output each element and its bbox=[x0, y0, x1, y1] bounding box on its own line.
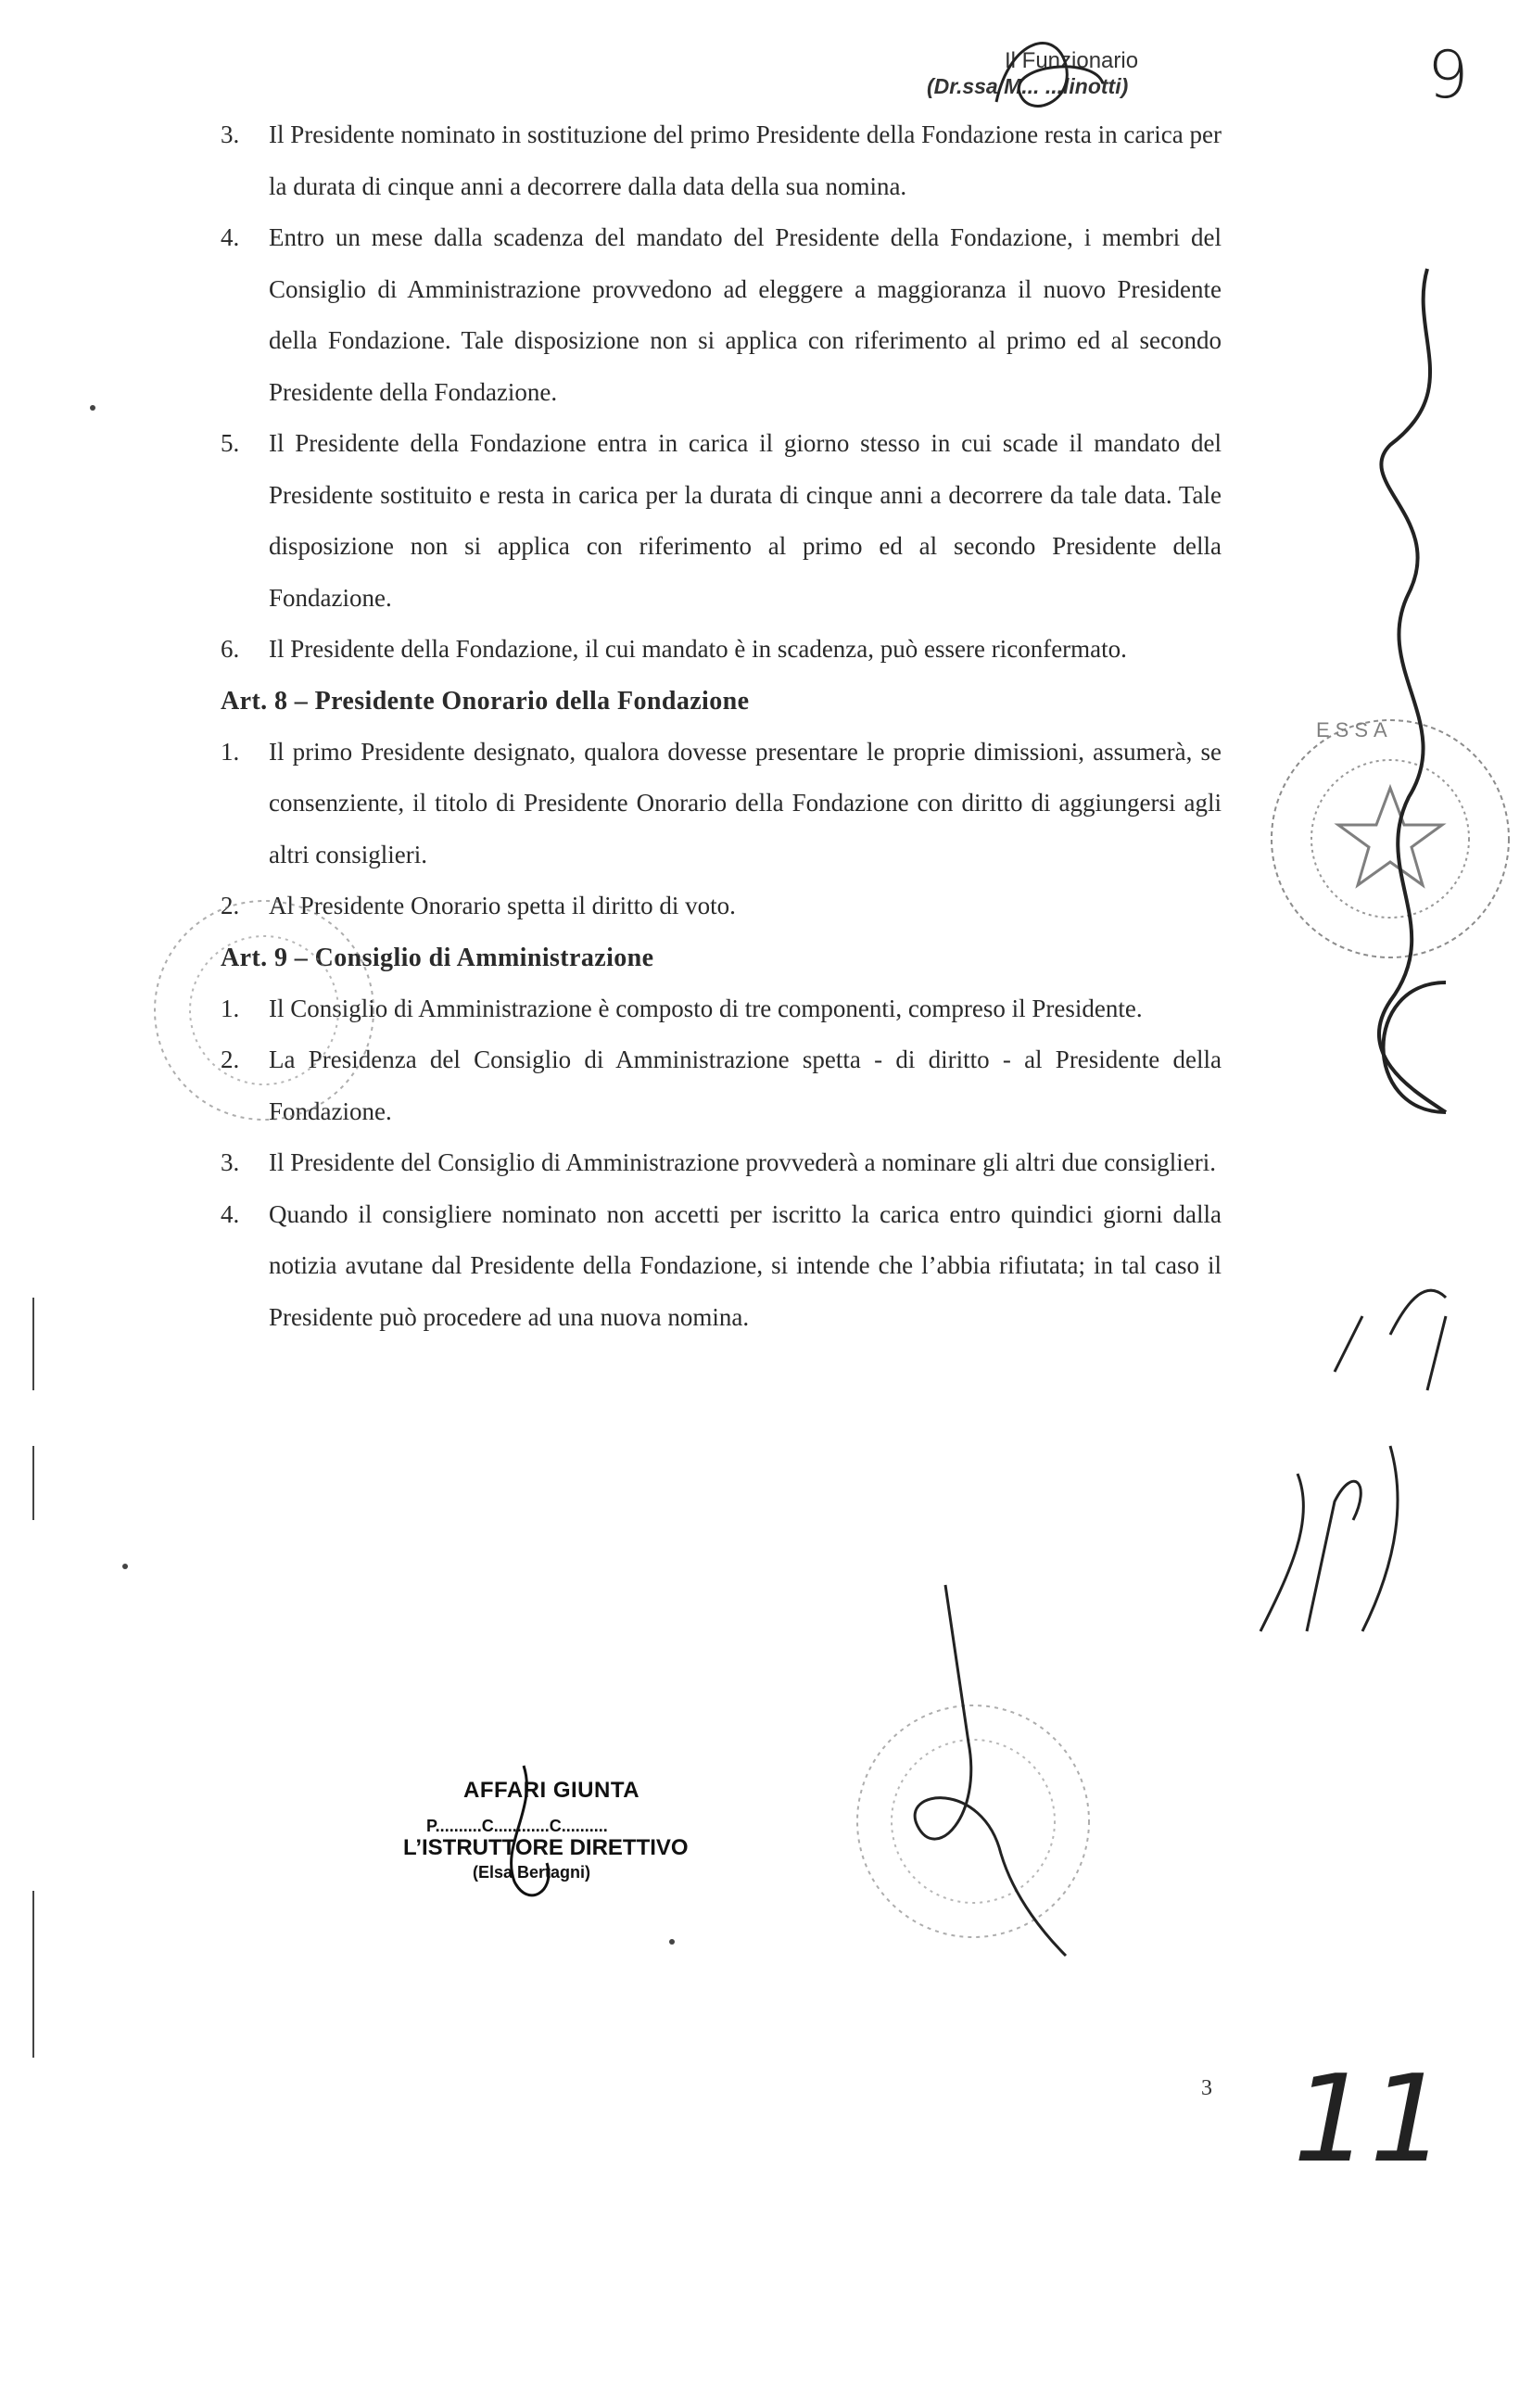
item-number: 6. bbox=[221, 635, 240, 663]
list-item bbox=[221, 418, 1222, 624]
right-margin-loop bbox=[1384, 982, 1447, 1112]
list-item bbox=[221, 624, 1222, 676]
handwritten-page-mark-top: 9 bbox=[1427, 37, 1469, 113]
article-7-continued bbox=[221, 109, 1222, 676]
item-text: Il Presidente della Fondazione entra in carica il giorno stesso in cui scade il mandato del Presidente sostituito e resta in carica per la durata di cinque anni a decorrere da tale data. Tale disposizione non si applica con riferimento al primo ed al secondo Presidente della Fondazione. bbox=[269, 429, 1222, 612]
office-stamp-name: (Elsa Bertagni) bbox=[473, 1863, 591, 1882]
item-text: Quando il consigliere nominato non accetti per iscritto la carica entro quindici giorni dalla notizia avutane dal Presidente della Fondazione, si intende che l’abbia rifiutata; in tal caso il Presidente può procedere ad una nuova nomina. bbox=[269, 1199, 1222, 1331]
seal-text-right: ESSA bbox=[1316, 718, 1393, 741]
official-name: (Dr.ssa M... ...linotti) bbox=[927, 74, 1129, 98]
scan-dot bbox=[122, 1564, 128, 1569]
right-margin-signature bbox=[1379, 269, 1446, 1112]
page-number: 3 bbox=[1201, 2076, 1212, 2100]
item-number: 4. bbox=[221, 223, 240, 251]
bottom-round-seal bbox=[857, 1705, 1089, 1937]
item-text: Il primo Presidente designato, qualora dovesse presentare le proprie dimissioni, assumerà, se consenziente, il titolo di Presidente Onorario della Fondazione con diritto di aggiungersi agli altri consiglieri. bbox=[269, 737, 1222, 868]
item-number: 1. bbox=[221, 737, 240, 766]
official-title: Il Funzionario bbox=[1005, 48, 1139, 73]
scan-dot bbox=[90, 405, 95, 411]
bottom-signature bbox=[915, 1585, 1066, 1956]
item-number: 3. bbox=[221, 1148, 240, 1176]
item-number: 4. bbox=[221, 1199, 240, 1228]
office-stamp-pc-line: P..........C............C.......... bbox=[426, 1817, 608, 1835]
item-text: Il Presidente del Consiglio di Amministrazione provvederà a nominare gli altri due consiglieri. bbox=[269, 1148, 1217, 1176]
article-9 bbox=[221, 983, 1222, 1344]
list-item bbox=[221, 1137, 1222, 1189]
item-number: 5. bbox=[221, 429, 240, 457]
item-text: Il Presidente della Fondazione, il cui mandato è in scadenza, può essere riconfermato. bbox=[269, 635, 1127, 663]
list-item bbox=[221, 881, 1222, 932]
office-stamp-department: AFFARI GIUNTA bbox=[463, 1778, 640, 1803]
article-8 bbox=[221, 727, 1222, 932]
article-8-heading bbox=[221, 676, 1222, 727]
list-item bbox=[221, 109, 1222, 212]
list-item bbox=[221, 1189, 1222, 1344]
article-9-heading bbox=[221, 932, 1222, 983]
item-number: 2. bbox=[221, 892, 240, 919]
item-number: 1. bbox=[221, 994, 240, 1022]
list-item bbox=[221, 1034, 1222, 1137]
right-round-seal bbox=[1272, 718, 1509, 957]
office-stamp bbox=[394, 1778, 700, 1898]
article-8-title: Presidente Onorario della Fondazione bbox=[314, 686, 750, 716]
list-item bbox=[221, 727, 1222, 881]
article-9-title: Consiglio di Amministrazione bbox=[314, 943, 654, 972]
list-item bbox=[221, 983, 1222, 1035]
main-text bbox=[221, 109, 1222, 1343]
list-item bbox=[221, 212, 1222, 418]
item-text: Il Presidente nominato in sostituzione del primo Presidente della Fondazione resta in carica per la durata di cinque anni a decorrere dalla data della sua nomina. bbox=[269, 120, 1222, 200]
item-text: Entro un mese dalla scadenza del mandato del Presidente della Fondazione, i membri del Consiglio di Amministrazione provvedono ad eleggere a maggioranza il nuovo Presidente della Fondazione. Tale disposizione non si applica con riferimento al primo ed al secondo Presidente della Fondazione. bbox=[269, 223, 1222, 406]
item-text: Al Presidente Onorario spetta il diritto di voto. bbox=[269, 892, 736, 919]
office-stamp-role: L’ISTRUTTORE DIRETTIVO bbox=[403, 1835, 689, 1860]
official-header-stamp bbox=[927, 48, 1260, 113]
item-number: 2. bbox=[221, 1046, 240, 1073]
item-text: La Presidenza del Consiglio di Amministrazione spetta - di diritto - al Presidente della Fondazione. bbox=[269, 1046, 1222, 1125]
article-9-prefix: Art. 9 – bbox=[221, 943, 315, 972]
item-text: Il Consiglio di Amministrazione è composto di tre componenti, compreso il Presidente. bbox=[269, 994, 1143, 1022]
article-8-prefix: Art. 8 – bbox=[221, 686, 315, 716]
item-number: 3. bbox=[221, 120, 240, 148]
scan-dot bbox=[669, 1939, 675, 1945]
handwritten-page-mark-bottom: 11 bbox=[1293, 2048, 1447, 2189]
right-margin-initials bbox=[1260, 1290, 1446, 1631]
